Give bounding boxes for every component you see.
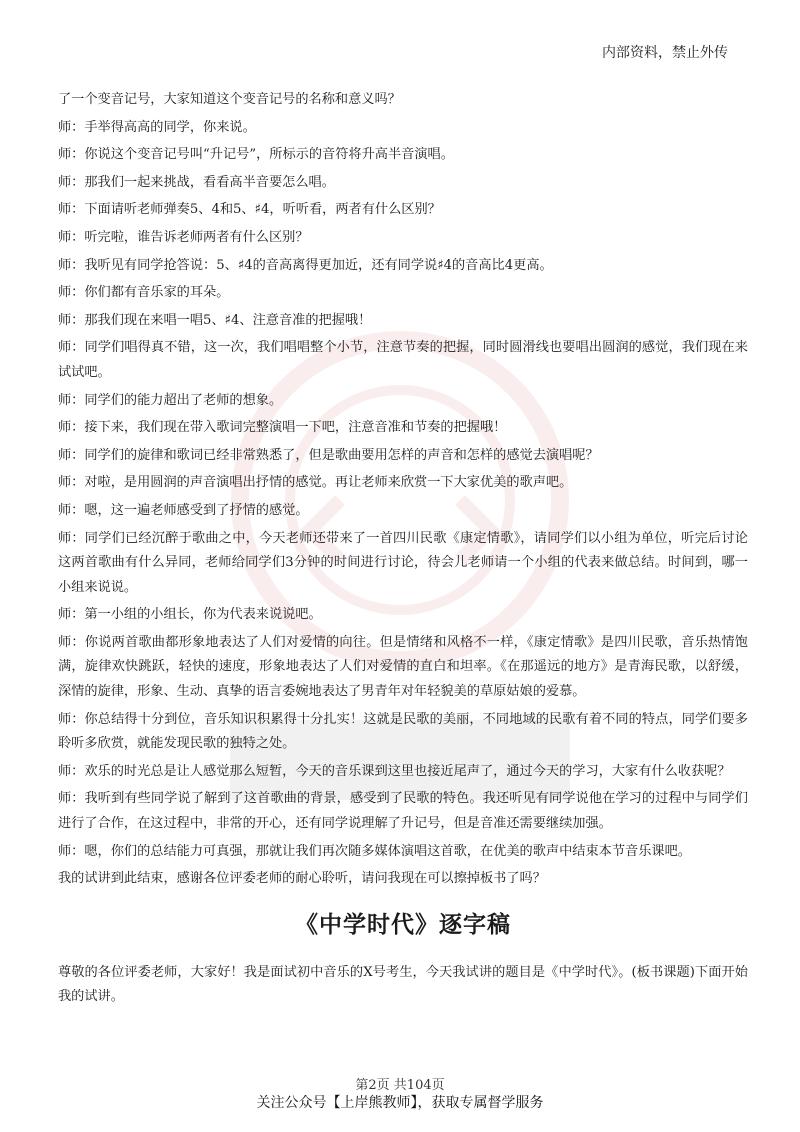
paragraph: 师：我听见有同学抢答说：5、♯4的音高离得更加近，还有同学说♯4的音高比4更高。 [58,257,553,273]
paragraph: 师：欢乐的时光总是让人感觉那么短暂，今天的音乐课到这里也接近尾声了，通过今天的学习，大家有什么收获呢？ [58,763,731,779]
paragraph: 师：你们都有音乐家的耳朵。 [58,285,230,301]
promo-text: 关注公众号【上岸熊教师】，获取专属督学服务 [256,1095,544,1111]
paragraph: 师：第一小组的小组长，你为代表来说说吧。 [58,607,322,623]
paragraph: 师：手举得高高的同学，你来说。 [58,119,256,135]
paragraph: 师：下面请听老师弹奏5、4和5、♯4，听听看，两者有什么区别？ [58,202,441,218]
confidential-note: 内部资料，禁止外传 [602,45,728,61]
paragraph: 我的试讲到此结束，感谢各位评委老师的耐心聆听，请问我现在可以擦掉板书了吗？ [58,871,546,887]
paragraph: 师：你说两首歌曲都形象地表达了人们对爱情的向往。但是情绪和风格不一样，《康定情歌》是四川民歌，音乐热情饱满，旋律欢快跳跃，轻快的速度，形象地表达了人们对爱情的直白和坦率。《在那遥远的地方》是青海民歌，以舒缓，深情的旋律，形象、生动、真挚的语言委婉地表达了男青年对年轻貌美的草原姑娘的爱慕。 [58,634,748,700]
paragraph: 师：那我们一起来挑战，看看高半音要怎么唱。 [58,174,335,190]
paragraph: 了一个变音记号，大家知道这个变音记号的名称和意义吗？ [58,92,401,107]
paragraph: 师：你总结得十分到位，音乐知识积累得十分扎实！这就是民歌的美丽，不同地域的民歌有着不同的特点，同学们要多聆听多欣赏，就能发现民歌的独特之处。 [58,711,748,752]
intro-paragraph: 尊敬的各位评委老师，大家好！我是面试初中音乐的X号考生，今天我试讲的题目是《中学时代》。(板书课题)下面开始我的试讲。 [58,964,748,1005]
document-body [58,88,748,1013]
paragraph: 师：同学们唱得真不错，这一次，我们唱唱整个小节，注意节奏的把握，同时圆滑线也要唱出圆润的感觉，我们现在来试试吧。 [58,340,748,380]
paragraph: 师：同学们的能力超出了老师的想象。 [58,392,283,408]
section-title: 《中学时代》逐字稿 [295,911,511,938]
paragraph: 师：对啦，是用圆润的声音演唱出抒情的感觉。再让老师来欣赏一下大家优美的歌声吧。 [58,475,573,491]
paragraph: 师：接下来，我们现在带入歌词完整演唱一下吧，注意音准和节奏的把握哦！ [58,420,507,436]
paragraph: 师：你说这个变音记号叫“升记号”，所标示的音符将升高半音演唱。 [58,147,454,163]
paragraph: 师：听完啦，谁告诉老师两者有什么区别？ [58,229,309,245]
paragraph: 师：同学们的旋律和歌词已经非常熟悉了，但是歌曲要用怎样的声音和怎样的感觉去演唱呢？ [58,447,599,463]
paragraph: 师：同学们已经沉醉于歌曲之中，今天老师还带来了一首四川民歌《康定情歌》，请同学们以小组为单位，听完后讨论这两首歌曲有什么异同，老师给同学们3分钟的时间进行讨论，待会儿老师请一个小组的代表来做总结。时间到，哪一小组来说说。 [58,530,748,595]
paragraph: 师：嗯，你们的总结能力可真强，那就让我们再次随多媒体演唱这首歌，在优美的歌声中结束本节音乐课吧。 [58,843,691,859]
paragraph: 师：那我们现在来唱一唱5、♯4、注意音准的把握哦！ [58,312,372,328]
page-number: 第2页 共104页 [355,1078,445,1093]
paragraph: 师：嗯，这一遍老师感受到了抒情的感觉。 [58,502,309,518]
paragraph: 师：我听到有些同学说了解到了这首歌曲的背景，感受到了民歌的特色。我还听见有同学说他在学习的过程中与同学们进行了合作，在这过程中，非常的开心，还有同学说理解了升记号，但是音准还需要继续加强。 [58,791,748,832]
